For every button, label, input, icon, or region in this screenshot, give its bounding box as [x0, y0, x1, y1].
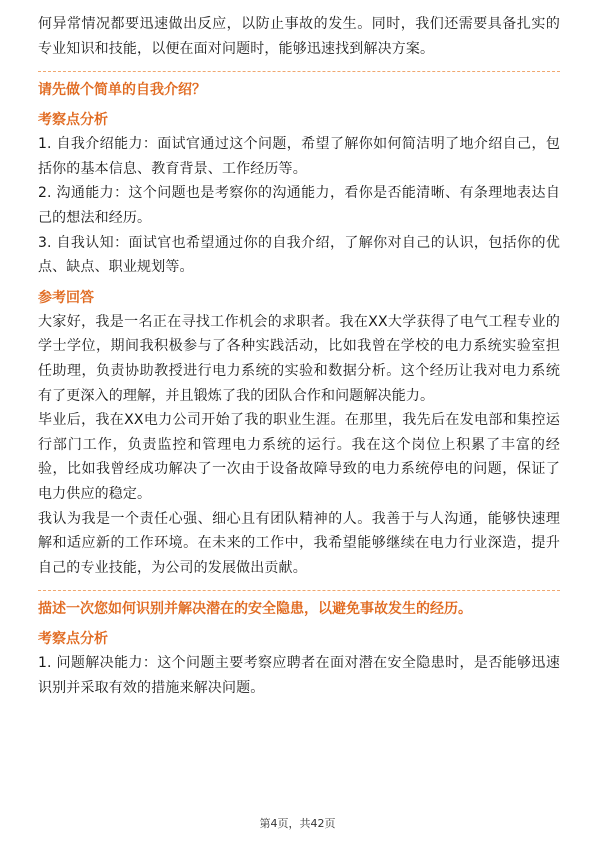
q1-point-1: 1. 自我介绍能力：面试官通过这个问题，希望了解你如何简洁明了地介绍自己，包括你的基本信息、教育背景、工作经历等。: [38, 136, 560, 177]
q1-answer-paragraph-3: 我认为我是一个责任心强、细心且有团队精神的人。我善于与人沟通，能够快速理解和适应新的工作环境。在未来的工作中，我希望能够继续在电力行业深造，提升自己的专业技能，为公司的发展做出贡献。: [38, 510, 560, 576]
q1-point-3: 3. 自我认知：面试官也希望通过你的自我介绍，了解你对自己的认识，包括你的优点、缺点、职业规划等。: [38, 234, 560, 276]
q2-analysis-heading: 考察点分析: [38, 631, 108, 648]
section-divider: [38, 71, 560, 72]
q1-answer-paragraph-2: 毕业后，我在XX电力公司开始了我的职业生涯。在那里，我先后在发电部和集控运行部门工作，负责监控和管理电力系统的运行。我在这个岗位上积累了丰富的经验，比如我曾经成功解决了一次由于设备故障导致的电力系统停电的问题，保证了电力供应的稳定。: [38, 412, 560, 502]
intro-paragraph: 何异常情况都要迅速做出反应，以防止事故的发生。同时，我们还需要具备扎实的专业知识和技能，以便在面对问题时，能够迅速找到解决方案。: [38, 16, 560, 57]
question-2-title: 描述一次您如何识别并解决潜在的安全隐患，以避免事故发生的经历。: [38, 601, 472, 618]
q1-answer-paragraph-1: 大家好，我是一名正在寻找工作机会的求职者。我在XX大学获得了电气工程专业的学士学位，期间我积极参与了各种实践活动，比如我曾在学校的电力系统实验室担任助理，负责协助教授进行电力系统的实验和数据分析。这个经历让我对电力系统有了更深入的理解，并且锻炼了我的团队合作和问题解决能力。: [38, 313, 560, 404]
page-number-footer: 第4页，共42页: [259, 817, 336, 830]
q1-analysis-heading: 考察点分析: [38, 112, 108, 129]
q2-point-1: 1. 问题解决能力：这个问题主要考察应聘者在面对潜在安全隐患时，是否能够迅速识别并采取有效的措施来解决问题。: [38, 655, 560, 696]
q1-point-2: 2. 沟通能力：这个问题也是考察你的沟通能力，看你是否能清晰、有条理地表达自己的想法和经历。: [38, 185, 560, 226]
section-divider: [38, 590, 560, 591]
q1-answer-heading: 参考回答: [38, 289, 94, 306]
question-1-title: 请先做个简单的自我介绍？: [38, 82, 206, 99]
document-page: [38, 12, 560, 700]
